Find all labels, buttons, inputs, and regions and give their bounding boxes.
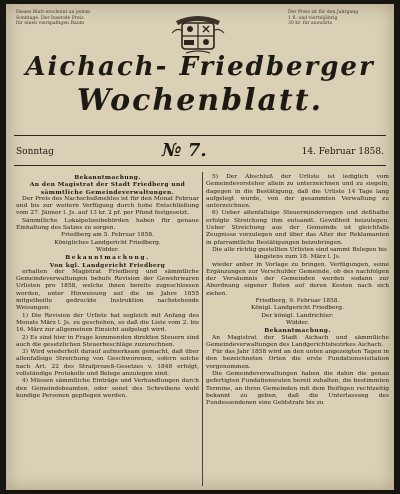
- signature-line: längstens zum 18. März l. Js.: [254, 254, 341, 261]
- section-heading: Bekanntmachung.: [65, 254, 150, 262]
- section-heading: An den Magistrat der Stadt Friedberg und: [29, 181, 186, 189]
- weekday: Sonntag: [16, 147, 54, 157]
- issue-date: 14. Februar 1858.: [301, 147, 384, 157]
- paragraph: erhalten der Magistrat Friedberg und sämmtliche Gemeindeverwaltungen behufs Revision der Gewehrwaren Urlisten pro 1858, welche ihnen bereits zugeschlossen worden, unter Hinweisung auf die im Jahre 1855 mitgetheilte gedruckte Instruktion nachstehende Weisungen:: [16, 268, 199, 312]
- paragraph: 4) Müssen sämmtliche Einträge und Verhandlungen durch den Gemeindebeamten, oder sonst des Schreibens wohl kundige Personen gepflegen werden.: [16, 378, 199, 399]
- signature-line: Friedberg am 5. Februar 1858.: [61, 232, 154, 239]
- column-divider: [202, 172, 203, 486]
- signature-line: Königl. Landgericht Friedberg.: [251, 305, 344, 312]
- signature-line: Widder.: [96, 246, 119, 253]
- masthead-rule-bottom: [14, 165, 386, 166]
- masthead-rule-top: [14, 135, 386, 136]
- paragraph: 5) Der Abschluß der Urliste ist lediglich vom Gemeindevorsteher allein zu unterzeichnen und zu siegeln, dagegen in die Bestätigung, daß die Urliste 14 Tage lang aufgelegt wurde, von der gesammten Verwaltung zu unterzeichnen.: [206, 174, 389, 210]
- newspaper-page: [6, 4, 394, 490]
- section-heading: sämmtliche Gemeindeverwaltungen.: [40, 188, 175, 196]
- masthead-right-note: Der Preis ist für den Jahrgang 1 fl. und vierteljährig 30 kr. für auswärts: [288, 10, 359, 27]
- signature-line: Der königl. Landrichter:: [261, 312, 334, 319]
- issue-number: № 7.: [162, 140, 207, 161]
- paragraph: 1) Die Revision der Urliste hat sogleich mit Anfang des Monats März l. Js. zu geschehen, so daß die Liste vom 2. bis 16. März zur allgemeinen Einsicht aufgelegt wird.: [16, 312, 199, 334]
- left-column: [16, 174, 199, 400]
- paragraph: An Magistrat der Stadt Aichach und sämmtliche Gemeindeverwaltungen des Landgerichtsbezirkes Aichach.: [206, 334, 389, 348]
- paragraph: 2) Es sind hier in Frage kommenden direkten Steuern sind auch die gesetzlichen Steuerbeschläge zuzurechnen.: [16, 334, 199, 348]
- paragraph: Sämmtliche Lokalpolizeibehörden haben für genaue Einhaltung des Satzes zu sorgen.: [16, 217, 199, 232]
- signature-line: Königliches Landgericht Friedberg.: [54, 239, 161, 246]
- paragraph: Die alle richtig gestellten Urlisten sind sammt Belegen bis: [212, 246, 387, 253]
- dateline: [14, 140, 386, 162]
- paragraph: Für das Jahr 1858 wird an den unten angezeigten Tagen in den bezeichneten Orten die erste Fundationsvisitation vorgenommen.: [206, 349, 389, 370]
- paragraph: 3) Wird wiederholt darauf aufmerksam gemacht, daß über allenfallsige Streichung von Geschworenen, sofern solche nach Art. 22 des Strafprozeß-Gesetzes v. 1848 erfolgt, vollständige Protokolle und Belege anzulegen sind.: [16, 349, 199, 378]
- paragraph: Die Gemeindeverwaltungen haben die dahin die genau gefertigten Fundationsraten bereit zuhalten, die bestimmten Termine, an ihren Gemeinden mit dem Beifügen rechtzeitig bekannt zu geben, daß die Unterlassung des Fundessendenen eine Geldstrafe bis zu: [206, 371, 389, 407]
- paragraph: wieder anher in Vorlage zu bringen. Verfügungen, seine Ergänzungen zur Verschulder Gemeinde, ob des nachfolgen der Versäumnis der Gemeinden werden sodann zur Abordnung eigener Boten auf deren Kosten nach sich ziehen.: [206, 261, 389, 297]
- paragraph: Der Preis des Nachschußmehles ist für den Monat Februar und bis zur weitern Verfügung durch hohe Entschließung vom 27. Jänner l. Js. auf 13 kr. 2 pf. per Pfund festgesetzt.: [16, 195, 199, 217]
- signature-line: Friedberg, 9. Februar 1858.: [255, 298, 340, 305]
- masthead-title-line1: Aichach- Friedberger: [25, 52, 375, 82]
- masthead-title-line2: Wochenblatt.: [76, 83, 324, 118]
- section-heading: Bekanntmachung.: [264, 327, 331, 335]
- coat-of-arms-icon: [170, 9, 226, 55]
- right-column: [206, 174, 389, 408]
- masthead-left-note: Dieses Blatt erscheint an jedem Sonntage. Der Inserate Preis für einen vierspaltigen Raum: [16, 10, 91, 27]
- signature-line: Widder.: [286, 319, 309, 326]
- section-heading: Von kgl. Landgericht Friedberg: [49, 261, 166, 269]
- section-heading: Bekanntmachung.: [74, 174, 141, 181]
- paragraph: 6) Ueber allenfallsige Steuerminderungen und deßhalbe erfolgte Streichung ihm entsandt. Gewißheit beizulegen. Ueber Streichung aus der Gemeinde ist gleichfalls Zeugnisse vorzulegen und über das Alter der Reklamanten in pfarramtliche Bestätigungen beizubringen.: [206, 210, 389, 246]
